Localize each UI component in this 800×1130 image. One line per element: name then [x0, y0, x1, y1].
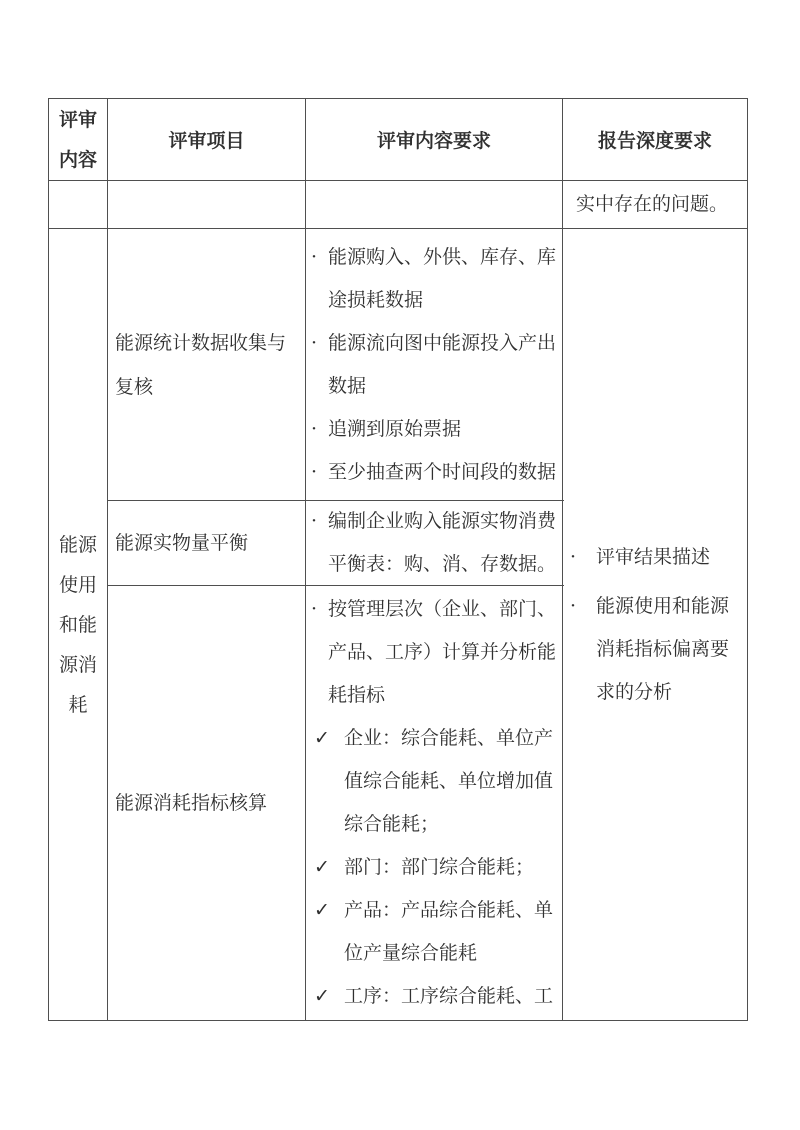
requirement-item [311, 451, 557, 494]
bullet-marker: · [311, 331, 318, 354]
empty-cell [49, 181, 108, 228]
bullet-marker: · [311, 245, 318, 268]
requirement-text: 编制企业购入能源实物消费平衡表：购、消、存数据。 [328, 510, 557, 575]
requirement-list [306, 586, 563, 1020]
section-row [49, 229, 747, 1020]
requirement-text: 追溯到原始票据 [328, 417, 462, 440]
bullet-marker: ✓ [314, 856, 330, 878]
requirement-item [311, 588, 557, 717]
header-review-content: 评审内容 [49, 99, 108, 180]
bullet-marker: ✓ [314, 727, 330, 749]
requirement-list [306, 501, 563, 585]
bullet-marker: · [311, 460, 318, 483]
bullet-marker: · [311, 598, 318, 620]
project-label: 能源统计数据收集与复核 [108, 229, 306, 500]
report-depth-text: 能源使用和能源消耗指标偏离要求的分析 [596, 594, 730, 703]
project-label: 能源实物量平衡 [108, 501, 306, 585]
requirement-item [311, 501, 557, 585]
requirement-text: 能源购入、外供、库存、库途损耗数据 [328, 245, 557, 311]
subrow-data-collection [108, 229, 564, 501]
carryover-text: 实中存在的问题。 [576, 193, 729, 215]
empty-cell [306, 181, 563, 228]
bullet-marker: ✓ [314, 985, 330, 1007]
requirement-item [311, 717, 557, 846]
empty-cell [108, 181, 306, 228]
middle-columns [108, 229, 564, 1020]
requirement-text: 企业：综合能耗、单位产值综合能耗、单位增加值综合能耗； [344, 727, 554, 835]
requirement-item [311, 975, 557, 1018]
header-review-item: 评审项目 [108, 99, 306, 180]
subrow-physical-balance [108, 501, 564, 586]
requirement-text: 能源流向图中能源投入产出数据 [328, 331, 557, 397]
requirement-item [311, 408, 557, 451]
bullet-marker: ✓ [314, 899, 330, 921]
requirement-text: 工序：工序综合能耗、工 [344, 985, 554, 1007]
project-label: 能源消耗指标核算 [108, 586, 306, 1020]
header-review-requirement: 评审内容要求 [306, 99, 563, 180]
report-depth-item [570, 585, 746, 714]
carryover-row [49, 181, 747, 229]
requirement-item [311, 846, 557, 889]
report-depth-item [570, 536, 746, 579]
bullet-marker: · [570, 545, 577, 568]
bullet-marker: · [570, 594, 577, 617]
report-depth-list [564, 229, 747, 1020]
requirement-item [311, 322, 557, 408]
requirement-text: 产品：产品综合能耗、单位产量综合能耗 [344, 899, 554, 964]
review-table [48, 98, 748, 1021]
subrow-consumption-indicators [108, 586, 564, 1020]
section-content-label: 能源使用和能源消耗 [49, 229, 108, 1020]
requirement-text: 部门：部门综合能耗； [344, 856, 535, 878]
bullet-marker: · [311, 417, 318, 440]
requirement-text: 至少抽查两个时间段的数据 [328, 460, 557, 483]
table-header-row [49, 99, 747, 181]
header-report-depth: 报告深度要求 [597, 130, 712, 152]
report-depth-text: 评审结果描述 [596, 545, 711, 568]
requirement-list [306, 229, 563, 500]
requirement-item [311, 889, 557, 975]
requirement-text: 按管理层次（企业、部门、产品、工序）计算并分析能耗指标 [328, 598, 557, 706]
requirement-item [311, 236, 557, 322]
bullet-marker: · [311, 510, 318, 532]
